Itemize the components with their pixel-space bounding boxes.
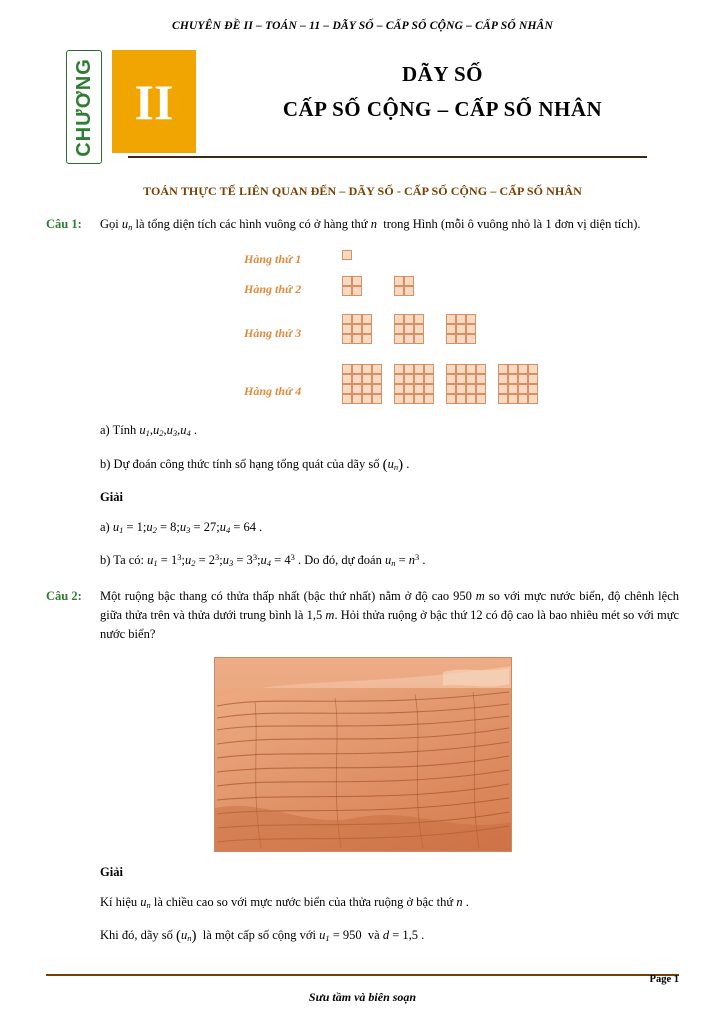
figure-squares xyxy=(46,248,679,408)
square-cell xyxy=(404,276,414,286)
terraced-fields-illustration xyxy=(215,658,511,851)
page-number: Page 1 xyxy=(649,974,679,985)
problem-1-part-b: b) Dự đoán công thức tính số hạng tổng quát của dãy số (un) . xyxy=(100,456,410,474)
problem-2-solution-label: Giải xyxy=(100,864,123,879)
document-footer xyxy=(46,974,679,1008)
terraced-fields-photo xyxy=(214,657,512,852)
chapter-title-line2: CẤP SỐ CỘNG – CẤP SỐ NHÂN xyxy=(282,97,603,121)
problem-2-solution-line-1: Kí hiệu un là chiều cao so với mực nước biển của thửa ruộng ở bậc thứ n . xyxy=(100,894,469,910)
problem-2 xyxy=(46,587,679,645)
square-block-r1-b1 xyxy=(342,250,352,260)
problem-1-solution-a: a) u1 = 1;u2 = 8;u3 = 27;u4 = 64 . xyxy=(100,520,263,536)
problem-1-statement: Gọi un là tổng diện tích các hình vuông có ở hàng thứ n trong Hình (mỗi ô vuông nhỏ là 1 đơn vị diện tích). xyxy=(100,217,641,233)
chapter-word-box xyxy=(66,50,102,164)
problem-2-solution-line-2: Khi đó, dãy số (un) là một cấp số cộng với u1 = 950 và d = 1,5 . xyxy=(100,928,425,945)
square-cell xyxy=(352,276,362,286)
chapter-titles xyxy=(206,62,679,122)
square-cell xyxy=(342,250,352,260)
figure-row-label-3: Hàng thứ 3 xyxy=(244,326,302,341)
chapter-banner xyxy=(46,48,679,166)
problem-1-label: Câu 1: xyxy=(46,217,82,231)
problem-2-statement: Một ruộng bậc thang có thửa thấp nhất (bậc thứ nhất) nằm ở độ cao 950 m so với mực nước biển, độ chênh lệch giữa thửa trên và thửa dưới trung bình là 1,5 m. Hỏi thửa ruộng ở bậc thứ 12 có độ cao là bao nhiêu mét so với mực nước biển? xyxy=(100,588,680,642)
problem-2-label: Câu 2: xyxy=(46,588,82,603)
square-cell xyxy=(394,286,404,296)
figure-row-label-1: Hàng thứ 1 xyxy=(244,252,302,267)
square-cell xyxy=(342,276,352,286)
chapter-word: CHƯƠNG xyxy=(72,57,95,157)
square-cell xyxy=(352,286,362,296)
problem-1-solution-label: Giải xyxy=(100,490,123,505)
square-block-r2-b1 xyxy=(342,276,362,296)
chapter-divider xyxy=(128,156,647,158)
square-block-r2-b2 xyxy=(394,276,414,296)
figure-row-label-4: Hàng thứ 4 xyxy=(244,384,302,399)
problem-1-part-a: a) Tính u1,u2,u3,u4 . xyxy=(100,423,197,439)
running-header: CHUYÊN ĐỀ II – TOÁN – 11 – DÃY SỐ – CẤP SỐ CỘNG – CẤP SỐ NHÂN xyxy=(172,20,553,32)
footer-credit: Sưu tầm và biên soạn xyxy=(308,990,417,1004)
square-block-r3-b3 xyxy=(446,314,476,344)
square-block-r4-b3 xyxy=(446,364,486,404)
chapter-number-box xyxy=(112,50,196,153)
chapter-number: II xyxy=(134,73,174,130)
square-block-r4-b4 xyxy=(498,364,538,404)
section-subtitle: TOÁN THỰC TẾ LIÊN QUAN ĐẾN – DÃY SỐ - CẤP SỐ CỘNG – CẤP SỐ NHÂN xyxy=(143,184,582,198)
square-cell xyxy=(342,286,352,296)
problem-1-solution-b: b) Ta có: $u1 = 1^3;u2$ = $2^3;u3$ = $3^3;u4 = 4^3$ . Do đó, dự đoán un = $n^3$ . xyxy=(100,552,426,568)
footer-divider xyxy=(46,974,679,976)
square-block-r4-b1 xyxy=(342,364,382,404)
figure-row-label-2: Hàng thứ 2 xyxy=(244,282,302,297)
square-block-r4-b2 xyxy=(394,364,434,404)
chapter-title-line1: DÃY SỐ xyxy=(402,62,483,86)
square-block-r3-b1 xyxy=(342,314,372,344)
problem-1 xyxy=(46,215,679,234)
square-cell xyxy=(394,276,404,286)
square-block-r3-b2 xyxy=(394,314,424,344)
square-cell xyxy=(404,286,414,296)
